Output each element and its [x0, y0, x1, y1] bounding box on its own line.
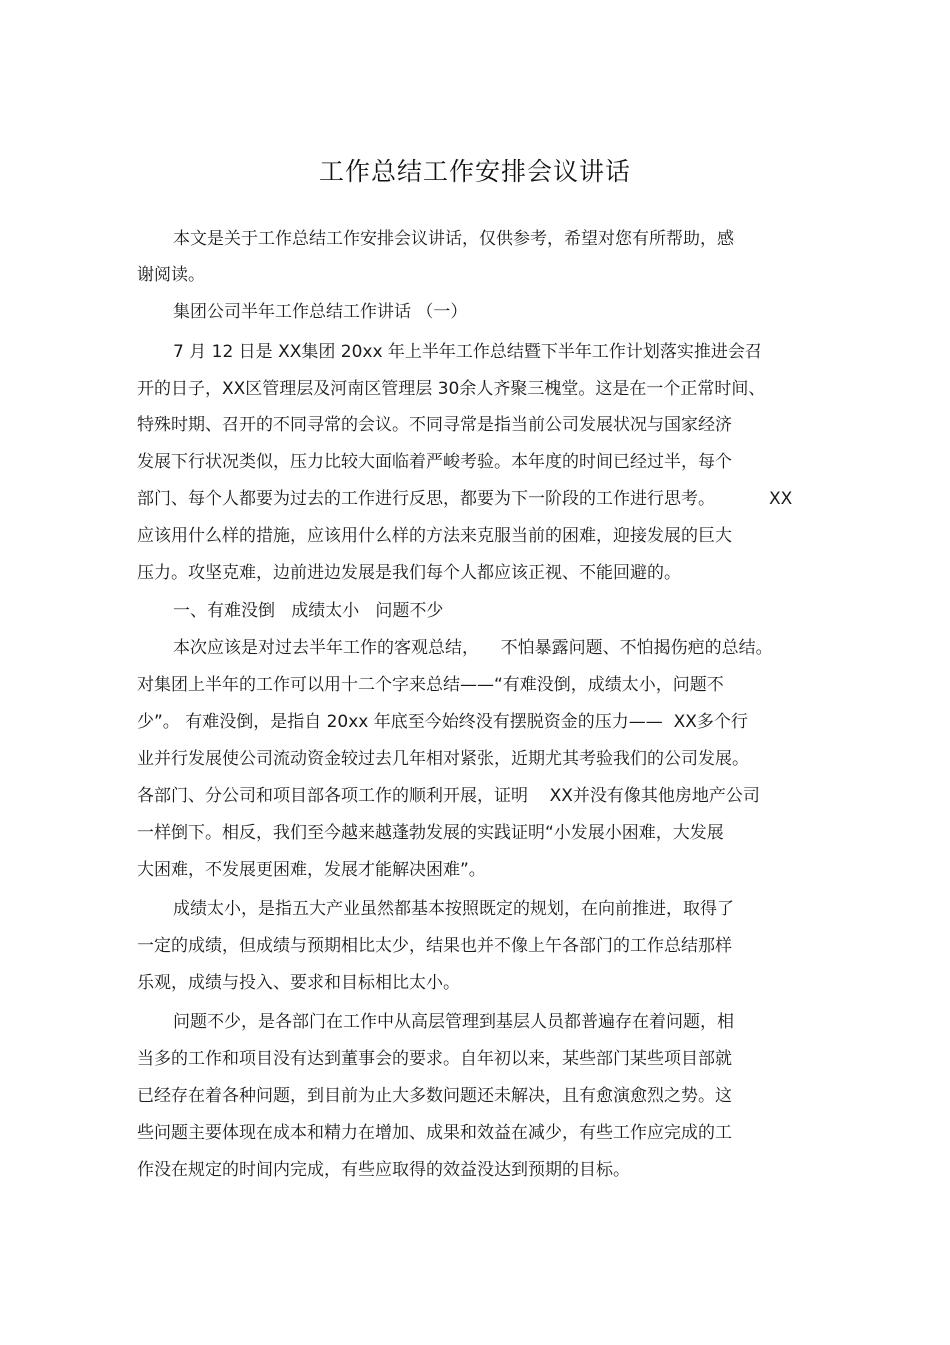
paragraph-line: 作没在规定的时间内完成，有些应取得的效益没达到预期的目标。	[137, 1160, 630, 1180]
document-title: 工作总结工作安排会议讲话	[318, 157, 631, 186]
paragraph-line: 压力。攻坚克难，边前进边发展是我们每个人都应该正视、不能回避的。	[137, 563, 681, 583]
paragraph-line: 些问题主要体现在成本和精力在增加、成果和效益在减少，有些工作应完成的工	[137, 1123, 732, 1143]
paragraph-line: 成绩太小，是指五大产业虽然都基本按照既定的规划，在向前推进，取得了	[173, 899, 734, 919]
paragraph-line: 问题不少，是各部门在工作中从高层管理到基层人员都普遍存在着问题，相	[173, 1012, 734, 1032]
paragraph-line: 对集团上半年的工作可以用十二个字来总结——“有难没倒，成绩太小，问题不	[137, 675, 724, 695]
paragraph-line: 各部门、分公司和项目部各项工作的顺利开展，证明 XX并没有像其他房地产公司	[137, 786, 760, 806]
paragraph-line: 部门、每个人都要为过去的工作进行反思，都要为下一阶段的工作进行思考。 XX	[137, 489, 793, 509]
paragraph-line: 少”。 有难没倒，是指自 20xx 年底至今始终没有摆脱资金的压力—— XX多个行	[137, 712, 748, 732]
paragraph-line: 业并行发展使公司流动资金较过去几年相对紧张，近期尤其考验我们的公司发展。	[137, 749, 749, 769]
paragraph-line: 乐观，成绩与投入、要求和目标相比太小。	[137, 973, 460, 993]
paragraph-line: 应该用什么样的措施，应该用什么样的方法来克服当前的困难，迎接发展的巨大	[137, 526, 732, 546]
paragraph-line: 7 月 12 日是 XX集团 20xx 年上半年工作总结暨下半年工作计划落实推进会召	[173, 342, 762, 362]
paragraph-line: 一定的成绩，但成绩与预期相比太少，结果也并不像上午各部门的工作总结那样	[137, 936, 732, 956]
section-heading: 一、有难没倒 成绩太小 问题不少	[173, 601, 444, 621]
paragraph-line: 本次应该是对过去半年工作的客观总结， 不怕暴露问题、不怕揭伤疤的总结。	[173, 638, 773, 658]
paragraph-line: 开的日子，XX区管理层及河南区管理层 30余人齐聚三槐堂。这是在一个正常时间、	[137, 379, 766, 399]
paragraph-line: 特殊时期、召开的不同寻常的会议。不同寻常是指当前公司发展状况与国家经济	[137, 415, 732, 435]
paragraph-line: 一样倒下。相反，我们至今越来越蓬勃发展的实践证明“小发展小困难，大发展	[137, 823, 724, 843]
paragraph-line: 发展下行状况类似，压力比较大面临着严峻考验。本年度的时间已经过半，每个	[137, 452, 732, 472]
paragraph-line: 当多的工作和项目没有达到董事会的要求。自年初以来，某些部门某些项目部就	[137, 1049, 732, 1069]
paragraph-line: 谢阅读。	[137, 265, 205, 285]
paragraph-line: 已经存在着各种问题，到目前为止大多数问题还未解决，且有愈演愈烈之势。这	[137, 1086, 732, 1106]
paragraph-line: 大困难，不发展更困难，发展才能解决困难”。	[137, 860, 486, 880]
paragraph-line: 本文是关于工作总结工作安排会议讲话，仅供参考，希望对您有所帮助，感	[173, 229, 734, 249]
section-heading: 集团公司半年工作总结工作讲话 （一）	[173, 302, 468, 322]
